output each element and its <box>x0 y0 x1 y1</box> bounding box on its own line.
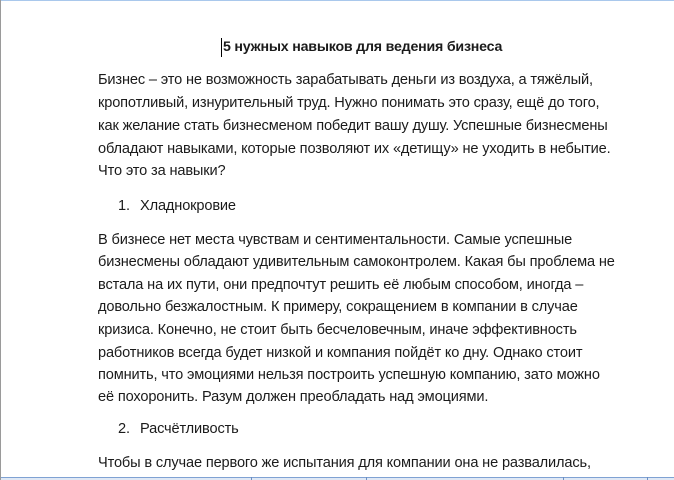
intro-line: Бизнес – это не возможность зарабатывать деньги из воздуха, а тяжёлый, <box>98 72 593 88</box>
document-page[interactable] <box>1 0 674 480</box>
section-line: помнить, что эмоциями нельзя построить успешную компанию, зато можно <box>98 367 600 383</box>
section-line: довольно безжалостным. К примеру, сокращением в компании в случае <box>98 299 578 315</box>
section-line: работников всегда будет низкой и компания пойдёт ко дну. Однако стоит <box>98 345 583 361</box>
intro-line: кропотливый, изнурительный труд. Нужно понимать это сразу, ещё до того, <box>98 95 600 111</box>
section-line: её похоронить. Разум должен преобладать над эмоциями. <box>98 389 489 405</box>
section-line: В бизнесе нет места чувствам и сентиментальности. Самые успешные <box>98 232 573 248</box>
intro-line: обладают навыками, которые позволяют их «детищу» не уходить в небытие. <box>98 141 611 157</box>
text-cursor <box>221 38 222 57</box>
document-title: 5 нужных навыков для ведения бизнеса <box>223 39 503 55</box>
list-number: 2. <box>118 421 130 437</box>
section-line: кризиса. Конечно, не стоит быть бесчеловечным, иначе эффективность <box>98 322 577 338</box>
section-line: бизнесмены обладают удивительным самоконтролем. Какая бы проблема не <box>98 254 615 270</box>
list-item-heading <box>118 421 239 437</box>
section-line: Чтобы в случае первого же испытания для компании она не развалилась, <box>98 455 591 471</box>
intro-line: как желание стать бизнесменом победит вашу душу. Успешные бизнесмены <box>98 118 608 134</box>
list-number: 1. <box>118 198 130 214</box>
list-heading-text: Расчётливость <box>140 421 239 437</box>
list-heading-text: Хладнокровие <box>140 198 236 214</box>
list-item-heading <box>118 198 236 214</box>
section-line: встала на их пути, они предпочтут решить её любым способом, иногда – <box>98 277 584 293</box>
intro-line: Что это за навыки? <box>98 163 226 179</box>
